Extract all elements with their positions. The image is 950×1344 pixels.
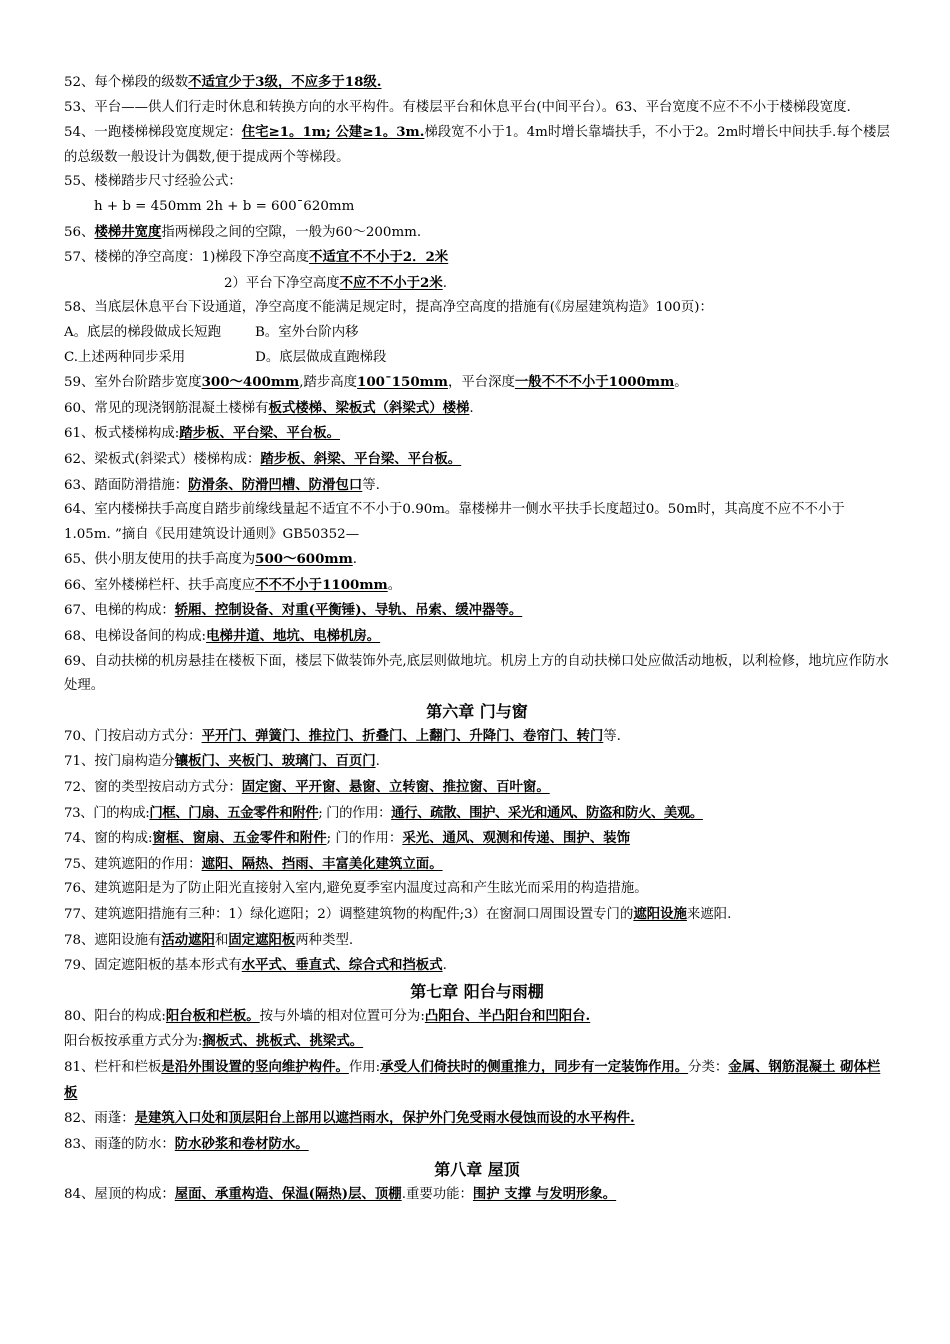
item-67 [64,598,890,624]
text: 77、建筑遮阳措施有三种：1）绿化遮阳；2）调整建筑物的构配件;3）在窗洞口周围设置专门的 [64,907,634,922]
text: 66、室外楼梯栏杆、扶手高度应 [64,577,256,593]
text: 来遮阳. [686,907,732,922]
key-term: 通行、疏散、围护、采光和通风、防盗和防火、美观。 [391,804,703,821]
key-term: 踏步板、斜梁、平台梁、平台板。 [260,450,462,467]
item-58-options-2 [64,346,890,371]
text: 64、室内楼梯扶手高度自踏步前缘线量起不适宜不不小于0.90m。靠楼梯井一侧水平扶手长度超过0。50m时，其高度不应不不小于1.05m. ”摘自《民用建筑设计通则》GB50352— [64,502,845,542]
text: 79、固定遮阳板的基本形式有 [64,958,242,974]
item-75 [64,852,890,878]
key-term: 防水砂浆和卷材防水。 [174,1135,309,1152]
text: 78、遮阳设施有 [64,932,162,948]
key-term: 是沿外围设置的竖向维护构件。 [161,1058,349,1075]
key-term: 承受人们倚扶时的侧重推力，同步有一定装饰作用。 [380,1058,689,1075]
text: 。 [387,577,402,593]
key-term: 不适宜不不小于2．2米 [309,249,449,266]
key-term: 金属、钢筋混凝土 砌体栏板 [64,1058,881,1101]
key-term: 围护 支撑 与发明形象。 [472,1186,617,1203]
chapter-heading-7: 第七章 阳台与雨棚 [410,981,544,1001]
text: 59、室外台阶踏步宽度 [64,375,202,391]
key-term: 300～400mm [201,374,300,391]
item-55-formula [64,195,890,220]
key-term: 楼梯井宽度 [94,223,162,240]
text: 53、平台——供人们行走时休息和转换方向的水平构件。有楼层平台和休息平台(中间平台）。63、平台宽度不应不不小于楼梯段宽度. [64,99,851,115]
text: 两种类型. [295,932,354,948]
text: 81、栏杆和栏板 [64,1059,162,1075]
item-79 [64,953,890,979]
text: 76、建筑遮阳是为了防止阳光直接射入室内,避免夏季室内温度过高和产生眩光而采用的构造措施。 [64,881,648,897]
text: 71、按门扇构造分 [64,754,175,770]
item-70 [64,724,890,750]
key-term: 轿厢、控制设备、对重(平衡锤)、导轨、吊索、缓冲器等。 [174,602,523,619]
key-term: 不适宜少于3级，不应多于18级. [188,74,382,90]
key-term: 板式楼梯、梁板式（斜梁式）楼梯 [268,399,470,416]
text: 61、板式楼梯构成: [64,426,180,442]
item-69 [64,650,890,699]
key-term: 固定遮阳板 [228,931,296,948]
text: 等. [603,728,621,744]
item-66 [64,573,890,599]
item-58 [64,296,890,321]
item-80 [64,1004,890,1030]
text: . [442,958,447,974]
text: 60、常见的现浇钢筋混凝土楼梯有 [64,400,269,416]
item-74 [64,826,890,852]
item-54 [64,120,890,170]
key-term: 电梯井道、地坑、电梯机房。 [206,628,381,645]
text: 56、 [64,224,95,240]
text: ，平台深度 [447,375,515,391]
option-a: A。底层的梯段做成长短跑 [64,324,221,340]
item-64 [64,498,890,547]
text: .重要功能： [401,1187,473,1203]
key-term: 不不不小于1100mm [255,576,388,593]
key-term: 100¯150mm [357,374,448,391]
key-term: 活动遮阳 [161,931,215,948]
text: 作用: [348,1059,381,1075]
text: 65、供小朋友使用的扶手高度为 [64,552,256,568]
key-term: 屋面、承重构造、保温(隔热)层、顶棚 [174,1186,402,1203]
option-d: D。底层做成直跑梯段 [255,349,387,365]
text: 指两梯段之间的空隙，一般为60～200mm. [161,224,422,240]
text: 68、电梯设备间的构成: [64,629,207,645]
key-term: 凸阳台、半凸阳台和凹阳台. [424,1007,591,1024]
option-b: B。室外台阶内移 [254,324,359,340]
text: ; 门的作用： [326,831,403,847]
key-term: 防滑条、防滑凹槽、防滑包口 [188,476,363,493]
item-62 [64,447,890,473]
key-term: 水平式、垂直式、综合式和挡板式 [241,957,443,974]
item-60 [64,396,890,422]
item-57-b [64,271,890,297]
text: 72、窗的类型按启动方式分： [64,780,242,796]
text: 67、电梯的构成： [64,603,175,619]
text: 69、自动扶梯的机房悬挂在楼板下面，楼层下做装饰外壳,底层则做地坑。机房上方的自动扶梯口处应做活动地板，以利检修，地坑应作防水处理。 [64,653,889,694]
option-c: C.上述两种同步采用 [64,349,186,365]
text: . [442,275,447,291]
item-52 [64,70,890,96]
key-term: 采光、通风、观测和传递、围护、装饰 [402,830,630,847]
item-76 [64,877,890,902]
text: 2）平台下净空高度 [224,275,340,291]
item-55 [64,170,890,195]
text: 52、每个梯段的级数 [64,75,189,90]
text: 75、建筑遮阳的作用： [64,856,202,872]
text: 82、雨蓬： [64,1111,135,1127]
key-term: 住宅≥1。1m; 公建≥1。3m. [241,124,425,141]
item-84 [64,1182,890,1208]
text: . [352,552,358,568]
key-term: 是建筑入口处和顶层阳台上部用以遮挡雨水，保护外门免受雨水侵蚀而设的水平构件. [134,1110,635,1127]
text: 80、阳台的构成: [64,1008,166,1024]
item-57 [64,245,890,271]
item-78 [64,928,890,954]
text: 84、屋顶的构成： [64,1187,175,1203]
key-term: 搁板式、挑板式、挑梁式。 [202,1033,364,1050]
key-term: 阳台板和栏板。 [165,1007,260,1024]
item-56 [64,220,890,246]
key-term: 镶板门、夹板门、玻璃门、百页门 [174,753,376,770]
text: 62、梁板式(斜梁式）楼梯构成： [64,451,261,467]
item-77 [64,902,890,928]
key-term: 踏步板、平台梁、平台板。 [179,425,340,442]
item-53 [64,96,890,121]
text: ; 门的作用： [318,805,392,821]
item-61 [64,421,890,447]
key-term: 固定窗、平开窗、悬窗、立转窗、推拉窗、百叶窗。 [241,779,550,796]
item-80-b [64,1029,890,1055]
text: . [375,754,380,770]
text: 58、当底层休息平台下设通道，净空高度不能满足规定时，提高净空高度的措施有(《房屋建筑构造》100页)： [64,300,713,316]
text: 阳台板按承重方式分为: [64,1034,203,1050]
document-page [64,70,890,1208]
text: 按与外墙的相对位置可分为: [259,1008,425,1024]
item-81 [64,1055,890,1106]
key-term: 不应不不小于2米 [339,274,443,291]
chapter-heading-8: 第八章 屋顶 [434,1160,520,1180]
item-83 [64,1132,890,1158]
item-72 [64,775,890,801]
key-term: 遮阳、隔热、挡雨、丰富美化建筑立面。 [201,855,443,872]
key-term: 一般不不不小于1000mm [514,374,675,391]
text: 梯段宽不小于1。4m时增长靠墙扶手，不小于2。2m时增长中间扶手.每个楼层的总级数一般设计为偶数,便于提成两个等梯段。 [64,125,890,165]
text: . [469,400,474,416]
text: ,踏步高度 [299,375,358,391]
item-71 [64,749,890,775]
text: 73、门的构成: [64,805,150,821]
text: 83、雨蓬的防水： [64,1136,175,1152]
text: 70、门按启动方式分： [64,728,202,744]
key-term: 窗框、窗扇、五金零件和附件 [152,830,327,847]
text: 和 [214,932,229,948]
item-65 [64,547,890,573]
item-68 [64,624,890,650]
key-term: 门框、门扇、五金零件和附件 [149,804,319,821]
item-63 [64,473,890,499]
item-59 [64,370,890,396]
chapter-heading-6: 第六章 门与窗 [426,701,528,721]
text: 54、一跑楼梯梯段宽度规定： [64,125,242,141]
text: 分类： [688,1059,729,1075]
key-term: 平开门、弹簧门、推拉门、折叠门、上翻门、升降门、卷帘门、转门 [201,727,604,744]
formula: h + b = 450mm 2h + b = 600¯620mm [94,198,355,214]
item-58-options-1 [64,321,890,346]
text: 等. [362,477,380,493]
item-73 [64,801,890,827]
text: 55、楼梯踏步尺寸经验公式： [64,174,242,190]
text: 63、踏面防滑措施： [64,477,189,493]
text: 。 [674,375,688,391]
key-term: 500～600mm [255,551,353,568]
text: 74、窗的构成: [64,831,153,847]
item-82 [64,1106,890,1132]
key-term: 遮阳设施 [633,906,687,922]
text: 57、楼梯的净空高度：1)梯段下净空高度 [64,250,310,266]
